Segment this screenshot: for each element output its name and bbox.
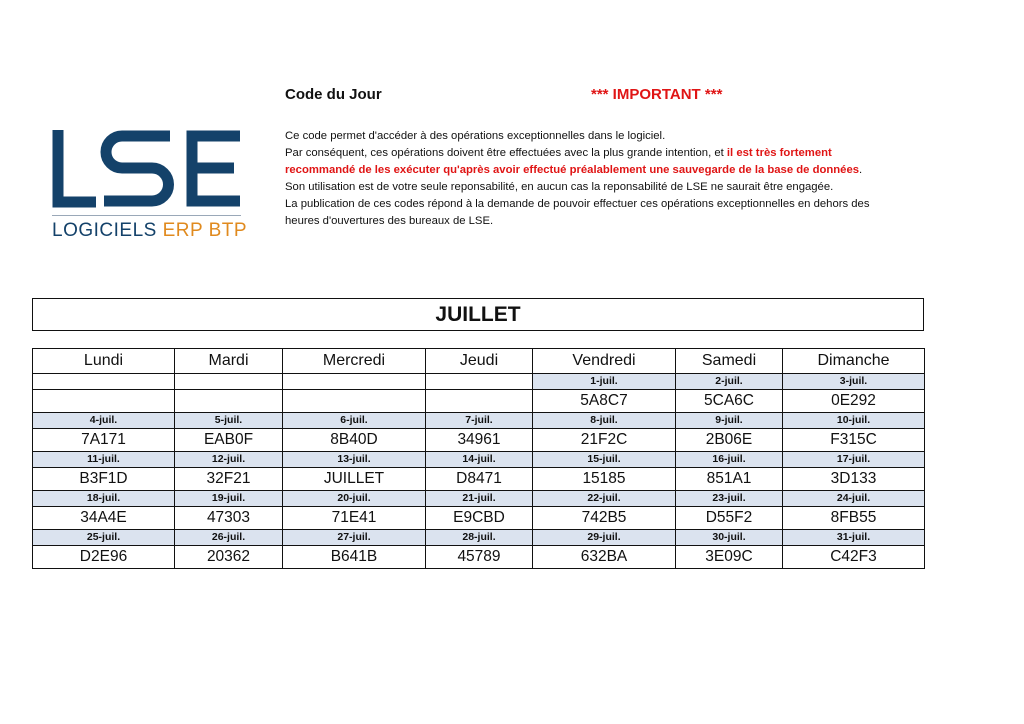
weekday-header: Dimanche [783, 349, 925, 374]
date-cell: 9-juil. [676, 413, 783, 429]
date-cell: 17-juil. [783, 452, 925, 468]
code-cell: 34961 [426, 429, 533, 452]
date-cell: 22-juil. [533, 491, 676, 507]
page-title: Code du Jour [285, 86, 382, 103]
weekday-header: Lundi [33, 349, 175, 374]
code-row [33, 429, 925, 452]
code-row [33, 546, 925, 569]
code-cell: 0E292 [783, 390, 925, 413]
description-line-3-end: . [859, 164, 863, 176]
date-cell: 16-juil. [676, 452, 783, 468]
date-cell: 28-juil. [426, 530, 533, 546]
date-cell: 14-juil. [426, 452, 533, 468]
date-cell: 18-juil. [33, 491, 175, 507]
date-cell: 30-juil. [676, 530, 783, 546]
date-cell: 8-juil. [533, 413, 676, 429]
lse-logo-mark [50, 128, 245, 208]
date-cell: 12-juil. [175, 452, 283, 468]
description-line-3 [285, 162, 945, 179]
code-cell: EAB0F [175, 429, 283, 452]
code-cell: 632BA [533, 546, 676, 569]
code-cell: 742B5 [533, 507, 676, 530]
code-cell: F315C [783, 429, 925, 452]
description-line-2 [285, 145, 945, 162]
code-cell: 21F2C [533, 429, 676, 452]
code-row [33, 507, 925, 530]
description-line-5: La publication de ces codes répond à la demande de pouvoir effectuer ces opérations exceptionnelles en dehors des [285, 198, 870, 210]
date-cell: 3-juil. [783, 374, 925, 390]
code-cell: 3E09C [676, 546, 783, 569]
date-cell: 31-juil. [783, 530, 925, 546]
date-cell: 26-juil. [175, 530, 283, 546]
code-cell [175, 390, 283, 413]
date-cell: 27-juil. [283, 530, 426, 546]
weekday-header: Samedi [676, 349, 783, 374]
weekday-header: Mercredi [283, 349, 426, 374]
date-cell [175, 374, 283, 390]
code-cell: 47303 [175, 507, 283, 530]
date-cell: 29-juil. [533, 530, 676, 546]
description-line-2-normal: Par conséquent, ces opérations doivent être effectuées avec la plus grande intention, et [285, 147, 727, 159]
date-cell: 13-juil. [283, 452, 426, 468]
code-cell: JUILLET [283, 468, 426, 491]
description-block [285, 128, 945, 230]
code-row [33, 390, 925, 413]
code-cell [283, 390, 426, 413]
date-cell: 6-juil. [283, 413, 426, 429]
code-cell: 34A4E [33, 507, 175, 530]
date-cell: 10-juil. [783, 413, 925, 429]
code-cell: 8B40D [283, 429, 426, 452]
date-cell: 19-juil. [175, 491, 283, 507]
lse-logo [50, 128, 250, 248]
code-cell: 3D133 [783, 468, 925, 491]
description-line-4: Son utilisation est de votre seule reponsabilité, en aucun cas la reponsabilité de LSE ne saurait être engagée. [285, 181, 834, 193]
date-cell: 24-juil. [783, 491, 925, 507]
date-cell: 1-juil. [533, 374, 676, 390]
code-cell [33, 390, 175, 413]
code-cell: 851A1 [676, 468, 783, 491]
description-line-1: Ce code permet d'accéder à des opérations exceptionnelles dans le logiciel. [285, 130, 666, 142]
code-cell: 20362 [175, 546, 283, 569]
date-cell: 11-juil. [33, 452, 175, 468]
logo-divider [52, 215, 241, 216]
date-cell: 21-juil. [426, 491, 533, 507]
code-cell: C42F3 [783, 546, 925, 569]
date-cell [33, 374, 175, 390]
date-row [33, 530, 925, 546]
calendar-body [33, 374, 925, 569]
logo-tagline-accent: ERP BTP [162, 220, 248, 241]
code-cell: B3F1D [33, 468, 175, 491]
code-cell: 45789 [426, 546, 533, 569]
code-cell: 7A171 [33, 429, 175, 452]
date-cell: 4-juil. [33, 413, 175, 429]
description-line-6: heures d'ouvertures des bureaux de LSE. [285, 215, 494, 227]
description-line-3-warning: recommandé de les exécuter qu'après avoir effectué préalablement une sauvegarde de la base de données [285, 164, 860, 176]
code-cell [426, 390, 533, 413]
code-cell: 2B06E [676, 429, 783, 452]
logo-tagline [52, 220, 247, 242]
weekday-header: Jeudi [426, 349, 533, 374]
date-cell: 7-juil. [426, 413, 533, 429]
code-calendar [32, 348, 925, 569]
logo-tagline-main: LOGICIELS [52, 220, 163, 241]
weekday-header: Mardi [175, 349, 283, 374]
date-row [33, 374, 925, 390]
date-row [33, 413, 925, 429]
weekday-header: Vendredi [533, 349, 676, 374]
date-cell: 20-juil. [283, 491, 426, 507]
code-cell: 71E41 [283, 507, 426, 530]
date-cell: 2-juil. [676, 374, 783, 390]
date-row [33, 491, 925, 507]
date-cell: 25-juil. [33, 530, 175, 546]
date-cell [426, 374, 533, 390]
code-cell: D8471 [426, 468, 533, 491]
date-row [33, 452, 925, 468]
date-cell: 5-juil. [175, 413, 283, 429]
important-notice: *** IMPORTANT *** [591, 86, 723, 103]
code-cell: 15185 [533, 468, 676, 491]
code-cell: B641B [283, 546, 426, 569]
date-cell [283, 374, 426, 390]
weekday-header-row [33, 349, 925, 374]
month-title: JUILLET [32, 298, 924, 331]
code-cell: 5CA6C [676, 390, 783, 413]
code-cell: 5A8C7 [533, 390, 676, 413]
description-line-2-warning: il est très fortement [726, 147, 832, 159]
code-row [33, 468, 925, 491]
date-cell: 23-juil. [676, 491, 783, 507]
date-cell: 15-juil. [533, 452, 676, 468]
code-cell: D55F2 [676, 507, 783, 530]
code-cell: 32F21 [175, 468, 283, 491]
code-cell: 8FB55 [783, 507, 925, 530]
code-cell: E9CBD [426, 507, 533, 530]
code-cell: D2E96 [33, 546, 175, 569]
